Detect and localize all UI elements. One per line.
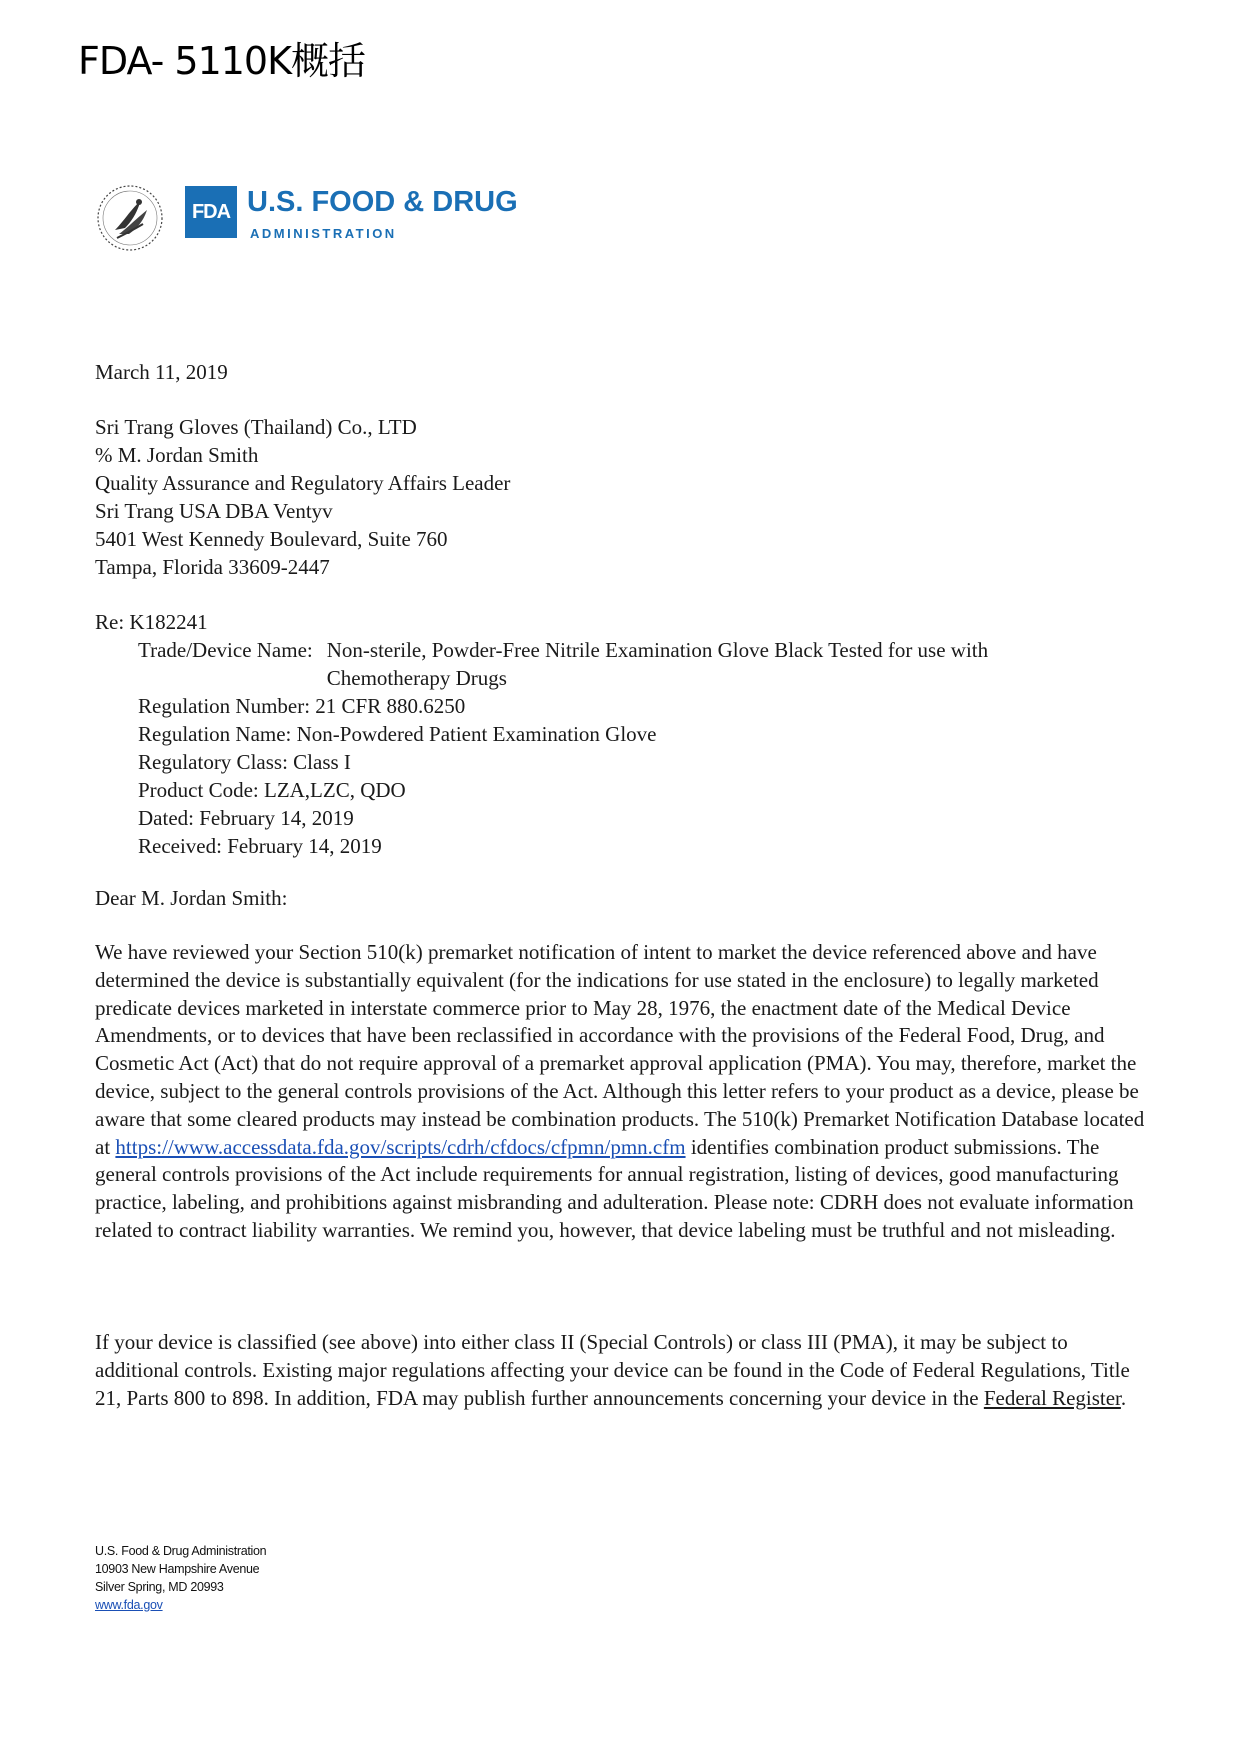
- footer-line: Silver Spring, MD 20993: [95, 1580, 224, 1594]
- trade-device-value: Non-sterile, Powder-Free Nitrile Examination Glove Black Tested for use with Chemotherapy Drugs: [326, 638, 989, 690]
- agency-name: U.S. FOOD & DRUG: [247, 186, 518, 218]
- regulatory-class: Regulatory Class: Class I: [138, 750, 351, 774]
- address-line: 5401 West Kennedy Boulevard, Suite 760: [95, 527, 448, 551]
- product-code: Product Code: LZA,LZC, QDO: [138, 778, 406, 802]
- paragraph-classification: [95, 1329, 1155, 1412]
- footer-line: 10903 New Hampshire Avenue: [95, 1562, 260, 1576]
- footer-line: U.S. Food & Drug Administration: [95, 1544, 267, 1558]
- received: Received: February 14, 2019: [138, 834, 382, 858]
- regulation-number: Regulation Number: 21 CFR 880.6250: [138, 694, 466, 718]
- re-reference: Re: K182241: [95, 610, 208, 634]
- address-line: Tampa, Florida 33609-2447: [95, 555, 330, 579]
- hhs-eagle-seal-icon: [95, 182, 165, 254]
- trade-device-label: Trade/Device Name:: [138, 638, 313, 662]
- paragraph-text: We have reviewed your Section 510(k) premarket notification of intent to market the device referenced above and have determined the device is substantially equivalent (for the indications for use stated in the enclosure) to legally marketed predicate devices marketed in interstate commerce prior to May 28, 1976, the enactment date of the Medical Device Amendments, or to devices that have been reclassified in accordance with the provisions of the Federal Food, Drug, and Cosmetic Act (Act) that do not require approval of a premarket approval application (PMA). You may, therefore, market the device, subject to the general controls provisions of the Act. Although this letter refers to your product as a device, please be aware that some cleared products may instead be combination products. The 510(k) Premarket Notification Database located at: [95, 940, 1145, 1159]
- fda-website-link[interactable]: www.fda.gov: [95, 1598, 163, 1612]
- salutation: Dear M. Jordan Smith:: [95, 886, 288, 910]
- pmn-database-link[interactable]: https://www.accessdata.fda.gov/scripts/cdrh/cfdocs/cfpmn/pmn.cfm: [115, 1134, 686, 1159]
- address-line: % M. Jordan Smith: [95, 443, 259, 467]
- footer-address: [95, 1542, 266, 1614]
- recipient-address: [95, 413, 510, 581]
- page-title: FDA- 5110K概括: [78, 39, 366, 83]
- paragraph-review: [95, 939, 1155, 1245]
- paragraph-text: identifies combination product submissions. The general controls provisions of the Act include requirements for annual registration, listing of devices, good manufacturing practice, labeling, and prohibitions against misbranding and adulteration. Please note: CDRH does not evaluate information related to contract liability warranties. We remind you, however, that device labeling must be truthful and not misleading.: [95, 1134, 1134, 1242]
- agency-subtitle: ADMINISTRATION: [250, 226, 397, 241]
- regulation-name: Regulation Name: Non-Powdered Patient Examination Glove: [138, 722, 657, 746]
- address-line: Quality Assurance and Regulatory Affairs Leader: [95, 471, 511, 495]
- trade-device-row: [95, 636, 1155, 692]
- federal-register-text: Federal Register: [983, 1385, 1121, 1410]
- address-line: Sri Trang USA DBA Ventyv: [95, 499, 333, 523]
- fda-logo: [95, 182, 518, 254]
- address-line: Sri Trang Gloves (Thailand) Co., LTD: [95, 415, 417, 439]
- re-block: [95, 608, 1155, 860]
- fda-box-logo: FDA: [185, 186, 237, 238]
- paragraph-text: If your device is classified (see above) into either class II (Special Controls) or class III (PMA), it may be subject to additional controls. Existing major regulations affecting your device can be found in the Code of Federal Regulations, Title 21, Parts 800 to 898. In addition, FDA may publish further announcements concerning your device in the: [95, 1330, 1130, 1410]
- paragraph-text: .: [1120, 1385, 1127, 1410]
- letter-date: March 11, 2019: [95, 360, 228, 384]
- dated: Dated: February 14, 2019: [138, 806, 354, 830]
